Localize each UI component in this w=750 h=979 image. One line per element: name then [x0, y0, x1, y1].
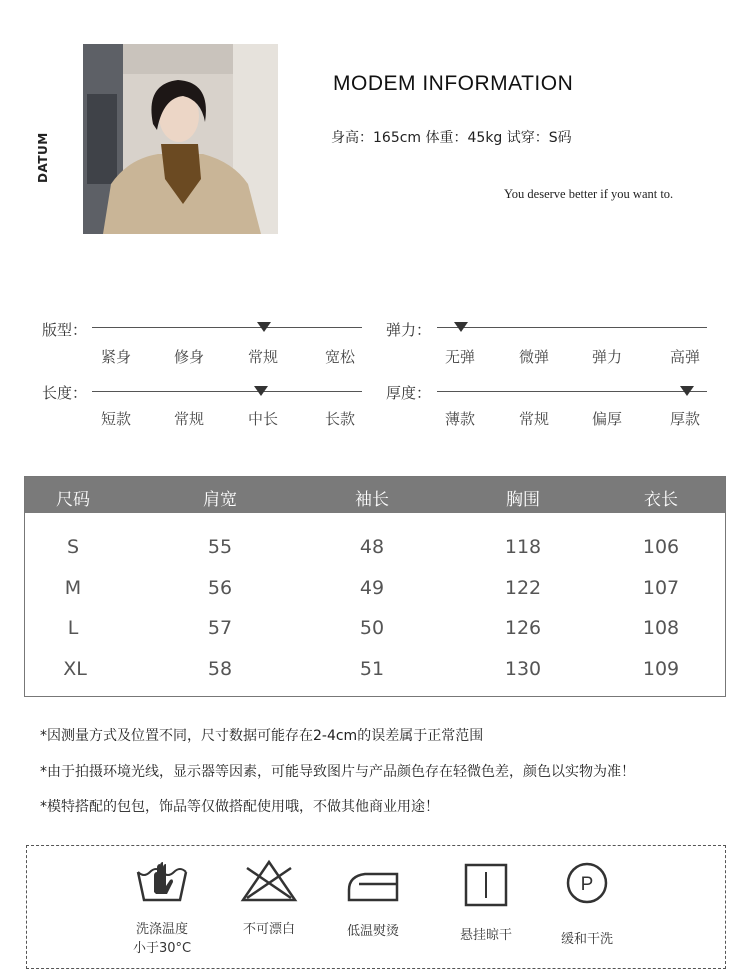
fit-label: 版型：: [42, 321, 88, 339]
hang-dry-icon: [463, 862, 509, 908]
size-table-header: [25, 477, 725, 513]
care-label-dryclean: 缓和干洗: [560, 932, 613, 947]
length-option: 中长: [247, 410, 278, 428]
table-cell: 130: [504, 658, 542, 680]
thickness-label: 厚度：: [386, 384, 432, 402]
fit-scale-line: [92, 327, 362, 328]
care-label-bleach: 不可漂白: [242, 922, 295, 937]
stretch-option: 无弹: [444, 348, 475, 366]
care-label-wash-line2: 小于30°C: [132, 941, 192, 956]
low-iron-icon: [345, 866, 401, 906]
table-cell: 118: [504, 536, 542, 558]
table-cell: S: [66, 536, 80, 558]
length-option: 长款: [324, 410, 355, 428]
stretch-marker: [454, 322, 468, 332]
table-cell: 57: [207, 617, 233, 639]
dry-clean-p-icon: [564, 860, 610, 906]
header-bust: 胸围: [506, 490, 540, 510]
header-size: 尺码: [56, 490, 90, 510]
stretch-option: 微弹: [518, 348, 549, 366]
care-label-iron: 低温熨烫: [346, 924, 399, 939]
care-label-dry: 悬挂晾干: [459, 928, 512, 943]
thickness-option: 偏厚: [591, 410, 622, 428]
model-info-title: MODEM INFORMATION: [333, 72, 574, 95]
table-cell: 107: [642, 577, 680, 599]
datum-label: DATUM: [36, 132, 50, 183]
hand-wash-icon: [134, 858, 190, 904]
size-table: [24, 476, 726, 697]
length-option: 短款: [100, 410, 131, 428]
table-cell: 49: [359, 577, 385, 599]
stretch-label: 弹力：: [386, 321, 432, 339]
model-photo: [83, 44, 278, 234]
care-label-wash-line1: 洗涤温度: [135, 922, 188, 937]
length-scale-line: [92, 391, 362, 392]
motto-text: You deserve better if you want to.: [504, 187, 674, 201]
stretch-option: 高弹: [669, 348, 700, 366]
note-color: *由于拍摄环境光线，显示器等因素，可能导致图片与产品颜色存在轻微色差，颜色以实物为准！: [40, 764, 635, 780]
table-cell: 55: [207, 536, 233, 558]
care-instructions: [26, 845, 726, 969]
note-accessories: *模特搭配的包包，饰品等仅做搭配使用哦，不做其他商业用途！: [40, 799, 439, 815]
table-cell: 108: [642, 617, 680, 639]
stretch-option: 弹力: [591, 348, 622, 366]
length-label: 长度：: [42, 384, 88, 402]
header-length: 衣长: [644, 490, 678, 510]
table-cell: XL: [63, 658, 87, 680]
fit-option: 常规: [247, 348, 278, 366]
header-sleeve: 袖长: [355, 490, 389, 510]
thickness-option: 厚款: [669, 410, 700, 428]
fit-option: 宽松: [324, 348, 355, 366]
table-cell: 58: [207, 658, 233, 680]
thickness-option: 常规: [518, 410, 549, 428]
table-cell: 51: [359, 658, 385, 680]
table-cell: 106: [642, 536, 680, 558]
thickness-marker: [680, 386, 694, 396]
table-cell: 56: [207, 577, 233, 599]
model-measurements: 身高：165cm 体重：45kg 试穿：S码: [331, 130, 572, 146]
table-cell: 48: [359, 536, 385, 558]
table-cell: L: [67, 617, 79, 639]
dry-clean-letter: P: [580, 874, 594, 895]
fit-option: 修身: [173, 348, 204, 366]
length-option: 常规: [173, 410, 204, 428]
table-cell: M: [64, 577, 82, 599]
fit-marker: [257, 322, 271, 332]
no-bleach-icon: [239, 858, 299, 904]
thickness-scale-line: [437, 391, 707, 392]
table-cell: 109: [642, 658, 680, 680]
thickness-option: 薄款: [444, 410, 475, 428]
header-shoulder: 肩宽: [203, 490, 237, 510]
table-cell: 126: [504, 617, 542, 639]
table-cell: 122: [504, 577, 542, 599]
fit-option: 紧身: [100, 348, 131, 366]
note-measurement: *因测量方式及位置不同，尺寸数据可能存在2-4cm的误差属于正常范围: [40, 728, 484, 744]
length-marker: [254, 386, 268, 396]
stretch-scale-line: [437, 327, 707, 328]
table-cell: 50: [359, 617, 385, 639]
